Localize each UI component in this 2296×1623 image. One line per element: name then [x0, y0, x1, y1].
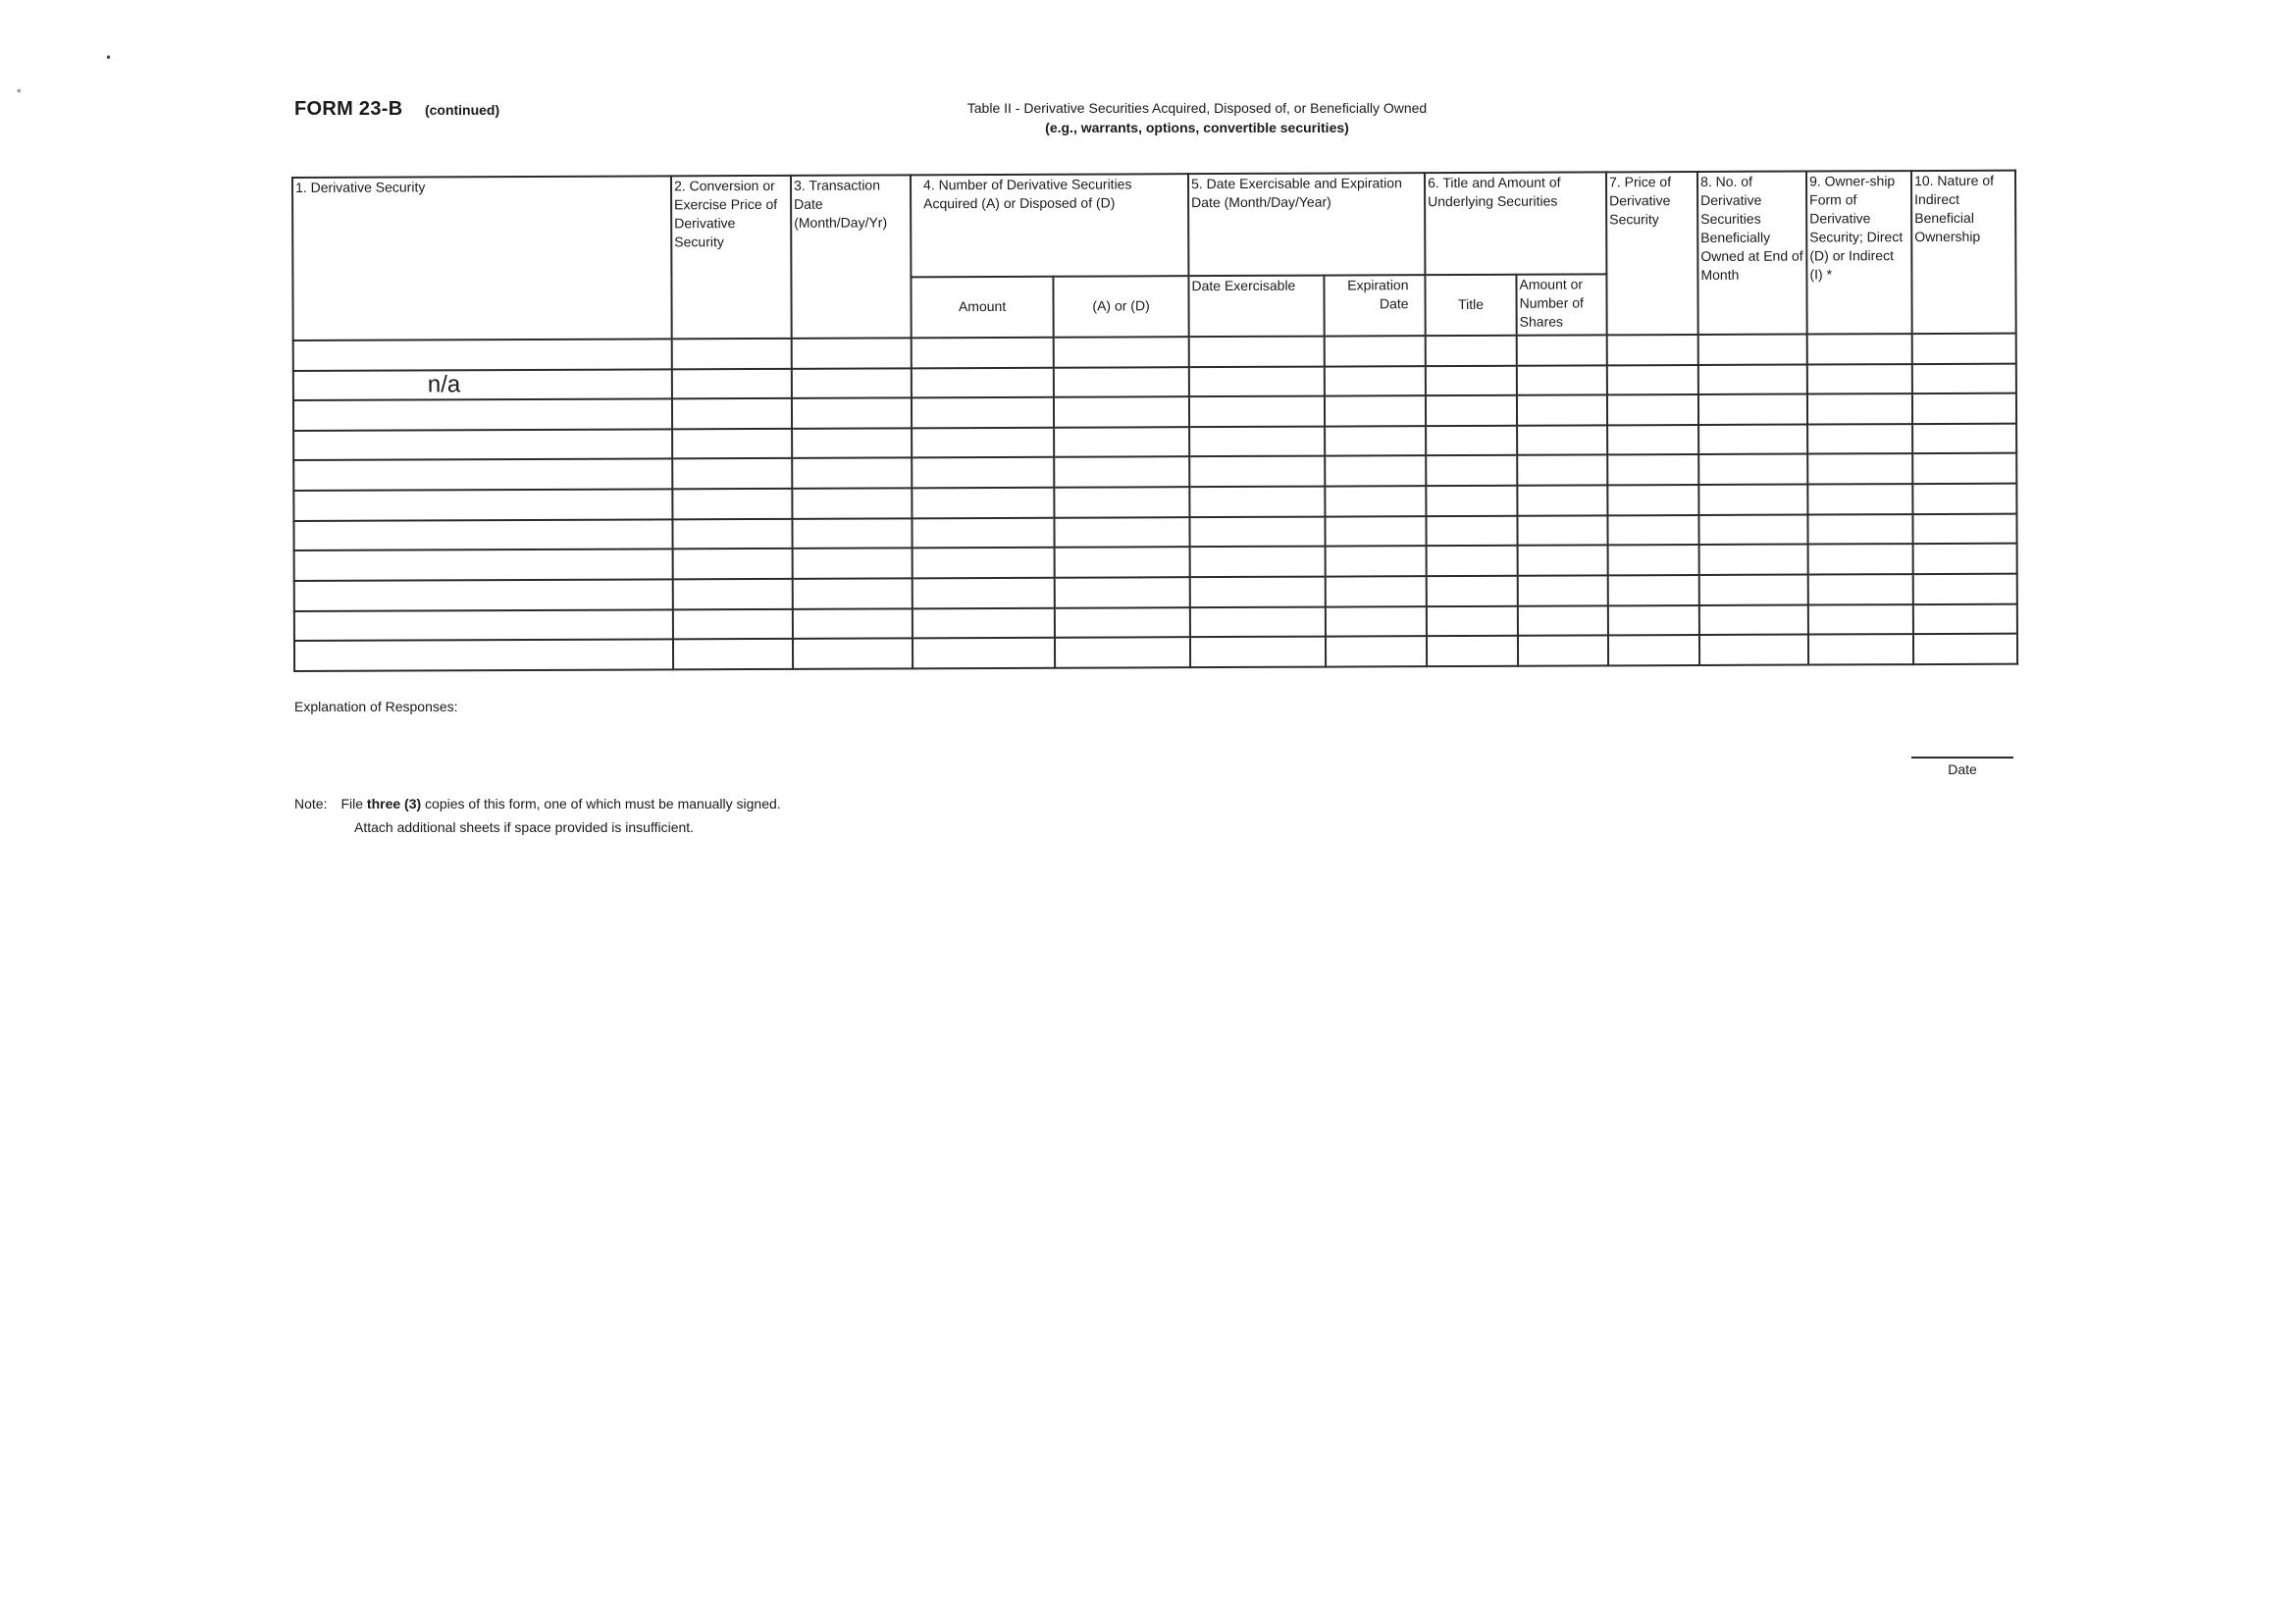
table-cell [1517, 455, 1607, 486]
table-cell [1807, 393, 1912, 424]
header-expiration-date: Expiration Date [1324, 275, 1425, 337]
table-cell [1698, 364, 1807, 394]
table-cell [1608, 605, 1699, 636]
table-cell [672, 339, 792, 369]
table-cell [1698, 485, 1807, 515]
header-derivative-security: 1. Derivative Security [292, 176, 672, 340]
table-cell [793, 578, 913, 608]
table-cell [1518, 605, 1608, 636]
table-cell [672, 429, 792, 459]
table-cell [913, 548, 1055, 578]
table-cell [1326, 547, 1427, 577]
table-cell [1189, 396, 1325, 427]
table-cell [1912, 423, 2016, 453]
table-cell [1055, 637, 1190, 667]
table-cell [1608, 635, 1699, 665]
table-cell [913, 578, 1055, 608]
table-heading [903, 98, 1491, 137]
table-cell [1912, 484, 2016, 514]
table-cell [1607, 454, 1698, 485]
table-cell [1607, 394, 1698, 425]
note-block [294, 792, 781, 839]
table-cell [792, 458, 912, 489]
table-cell [1426, 336, 1517, 366]
table-cell [1807, 484, 1912, 514]
table-cell [1518, 546, 1608, 576]
table-cell [672, 519, 792, 550]
note-line-1: Note: File three (3) copies of this form, one of which must be manually signed. [294, 796, 781, 812]
table-cell [913, 638, 1055, 668]
table-cell: n/a [293, 369, 672, 400]
table-cell [792, 428, 912, 458]
table-cell [673, 639, 793, 669]
table-cell [1325, 336, 1426, 366]
table-cell [912, 338, 1054, 368]
table-cell [1189, 366, 1325, 396]
table-cell [1426, 516, 1517, 547]
table-cell [1189, 426, 1325, 456]
table-cell [1607, 335, 1698, 365]
table-cell [1518, 636, 1608, 666]
table-cell [1055, 577, 1190, 607]
table-title: Table II - Derivative Securities Acquired, Disposed of, or Beneficially Owned [966, 100, 1428, 116]
table-cell [1913, 574, 2017, 604]
table-cell [1913, 544, 2017, 574]
table-cell [293, 339, 672, 370]
table-cell [1189, 487, 1325, 517]
table-cell [1607, 425, 1698, 455]
form-number: FORM 23-B [294, 98, 403, 120]
table-cell [1426, 486, 1517, 516]
date-label: Date [1948, 761, 1977, 777]
table-cell [1517, 365, 1607, 395]
table-cell [912, 367, 1054, 397]
table-cell [1912, 453, 2016, 484]
table-cell [673, 579, 793, 609]
table-cell [1607, 485, 1698, 515]
table-cell [1912, 513, 2016, 544]
table-cell [1808, 634, 1913, 664]
table-cell [1054, 396, 1189, 427]
header-nature-indirect-ownership: 10. Nature of Indirect Beneficial Ownership [1911, 171, 2016, 334]
table-cell [1912, 334, 2016, 364]
table-cell [1807, 364, 1912, 394]
table-cell [1913, 603, 2017, 634]
table-cell [1698, 394, 1807, 425]
table-cell [1912, 393, 2016, 424]
header-transaction-date: 3. Transaction Date (Month/Day/Yr) [791, 175, 912, 338]
table-cell [1055, 607, 1190, 638]
header-amount: Amount [911, 276, 1053, 338]
table-cell [672, 458, 792, 489]
note-label: Note: [294, 796, 328, 812]
table-cell [1326, 576, 1427, 606]
form-continued-label: (continued) [424, 102, 500, 118]
table-cell [792, 518, 912, 549]
table-cell [294, 550, 673, 581]
table-cell [1426, 426, 1517, 456]
table-cell [1054, 457, 1189, 488]
table-cell [1426, 455, 1517, 486]
table-cell [1912, 363, 2016, 393]
table-cell [1913, 634, 2017, 664]
table-cell [293, 459, 672, 491]
header-price-derivative: 7. Price of Derivative Security [1606, 172, 1698, 335]
table-cell [1517, 515, 1607, 546]
table-cell [1808, 544, 1913, 574]
table-cell [1190, 547, 1326, 577]
table-cell [672, 398, 792, 429]
table-cell [1607, 365, 1698, 395]
table-cell [1517, 335, 1607, 365]
table-cell [293, 519, 672, 550]
note-copies-count: three (3) [366, 796, 422, 812]
table-cell [912, 517, 1054, 548]
table-cell [792, 488, 912, 518]
table-cell [1189, 516, 1325, 547]
table-cell [793, 608, 913, 639]
table-cell [1608, 575, 1699, 605]
table-cell [1054, 367, 1189, 397]
table-cell [1325, 426, 1426, 456]
table-cell [672, 489, 792, 519]
table-cell [1699, 545, 1808, 575]
table-cell [792, 398, 912, 429]
header-date-exercisable-expiration: 5. Date Exercisable and Expiration Date (Month/Day/Year) [1188, 173, 1425, 276]
header-underlying-title: Title [1425, 274, 1516, 336]
table-cell [1607, 515, 1698, 546]
table-body [293, 334, 2017, 671]
table-cell [1699, 635, 1808, 665]
table-cell [1325, 395, 1426, 426]
scan-speck: * [17, 88, 22, 98]
table-cell [1427, 636, 1518, 666]
table-cell [1698, 454, 1807, 485]
header-no-of-securities-owned: 8. No. of Derivative Securities Beneficially Owned at End of Month [1697, 172, 1807, 335]
table-row [294, 634, 2017, 671]
table-cell [1190, 606, 1326, 637]
table-cell [1698, 424, 1807, 454]
table-cell [1808, 574, 1913, 604]
table-cell [293, 489, 672, 520]
table-cell [1054, 487, 1189, 517]
table-cell [1699, 604, 1808, 635]
table-cell [1427, 546, 1518, 576]
table-cell [1427, 605, 1518, 636]
table-cell [1517, 425, 1607, 455]
table-cell [1325, 366, 1426, 396]
table-cell [1190, 637, 1326, 667]
table-cell [672, 368, 792, 398]
table-cell [1807, 334, 1912, 364]
table-cell [1698, 334, 1807, 364]
header-title-amount-underlying: 6. Title and Amount of Underlying Securities [1425, 172, 1606, 274]
table-cell [294, 579, 673, 610]
table-cell [1326, 606, 1427, 637]
table-cell [1517, 395, 1607, 426]
table-cell [1190, 577, 1326, 607]
table-cell [1325, 516, 1426, 547]
form-title [294, 98, 499, 121]
table-cell [913, 607, 1055, 638]
table-subtitle: (e.g., warrants, options, convertible securities) [1045, 120, 1349, 135]
table-cell [673, 549, 793, 579]
table-cell [1189, 336, 1325, 366]
table-cell [1326, 636, 1427, 666]
derivative-securities-table [291, 170, 2018, 672]
signature-date-line [1911, 757, 2013, 777]
table-cell [294, 609, 673, 641]
table-cell [912, 457, 1054, 488]
table-cell [1807, 514, 1912, 545]
header-conversion-price: 2. Conversion or Exercise Price of Derivative Security [671, 176, 792, 339]
header-a-or-d: (A) or (D) [1053, 276, 1188, 338]
table-cell [793, 639, 913, 669]
table-cell [1055, 548, 1190, 578]
table-cell [912, 397, 1054, 428]
table-cell [294, 640, 673, 671]
table-cell [1517, 485, 1607, 515]
table-cell [1054, 517, 1189, 548]
table-cell [673, 609, 793, 640]
table-cell [1054, 337, 1189, 367]
table-cell [1325, 456, 1426, 487]
table-cell [1426, 365, 1517, 395]
table-cell [293, 429, 672, 460]
table-cell [1518, 575, 1608, 605]
table-cell [792, 338, 912, 368]
table-cell [1807, 424, 1912, 454]
explanation-of-responses: Explanation of Responses: [294, 699, 458, 714]
table-cell [1426, 395, 1517, 426]
table-cell [1699, 575, 1808, 605]
table-cell [1054, 427, 1189, 457]
table-cell [1325, 486, 1426, 516]
note-line-2: Attach additional sheets if space provided is insufficient. [354, 819, 695, 835]
header-date-exercisable: Date Exercisable [1188, 275, 1324, 337]
table-cell [912, 428, 1054, 458]
table-cell [1427, 576, 1518, 606]
header-amount-or-number-of-shares: Amount or Number of Shares [1516, 274, 1606, 336]
table-cell [1807, 454, 1912, 485]
table-cell [1698, 514, 1807, 545]
header-number-of-securities: 4. Number of Derivative Securities Acquired (A) or Disposed of (D) [911, 174, 1188, 277]
table-cell [912, 488, 1054, 518]
scan-speck: • [105, 51, 113, 65]
header-ownership-form: 9. Owner-ship Form of Derivative Security; Direct (D) or Indirect (I) * [1806, 171, 1912, 334]
table-cell [792, 368, 912, 398]
table-cell [1608, 545, 1699, 575]
table-cell [1189, 456, 1325, 487]
table-cell [793, 549, 913, 579]
table-cell [293, 399, 672, 431]
table-cell [1808, 604, 1913, 635]
